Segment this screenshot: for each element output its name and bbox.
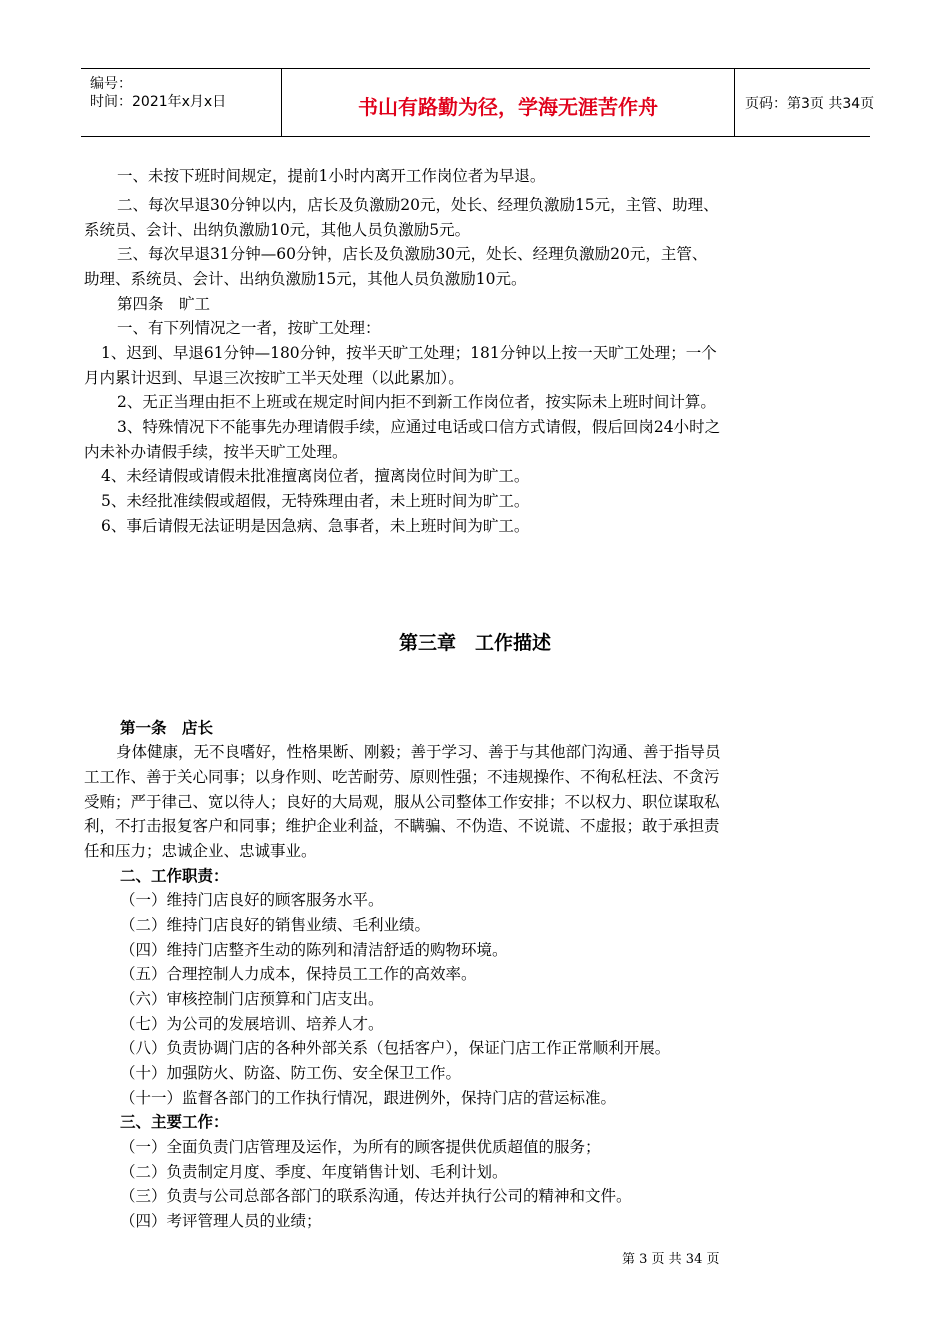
tasks-heading: 三、主要工作： <box>120 1113 229 1131</box>
duty-item: （一）维持门店良好的顾客服务水平。 <box>120 891 384 909</box>
manager-description-line: 工工作、善于关心同事；以身作则、吃苦耐劳、原则性强；不违规操作、不徇私枉法、不贪污 <box>84 768 720 786</box>
duties-heading: 二、工作职责： <box>120 867 229 885</box>
paragraph-line: 三、每次早退31分钟—60分钟，店长及负激励30元，处长、经理负激励20元，主管、 <box>117 245 708 263</box>
task-item: （一）全面负责门店管理及运作，为所有的顾客提供优质超值的服务； <box>120 1138 601 1156</box>
manager-description-line: 身体健康，无不良嗜好，性格果断、刚毅；善于学习、善于与其他部门沟通、善于指导员 <box>116 743 721 761</box>
header-meta-cell <box>81 69 282 136</box>
paragraph-line: 2、无正当理由拒不上班或在规定时间内拒不到新工作岗位者，按实际未上班时间计算。 <box>117 393 716 411</box>
duty-item: （五）合理控制人力成本，保持员工工作的高效率。 <box>120 965 477 983</box>
duty-item: （七）为公司的发展培训、培养人才。 <box>120 1015 384 1033</box>
duty-item: （四）维持门店整齐生动的陈列和清洁舒适的购物环境。 <box>120 941 508 959</box>
document-date-label: 时间：2021年x月x日 <box>90 94 227 110</box>
page-header <box>81 68 875 137</box>
header-motto-cell <box>282 69 735 136</box>
paragraph-line: 二、每次早退30分钟以内，店长及负激励20元，处长、经理负激励15元，主管、助理、 <box>117 196 719 214</box>
manager-heading: 第一条 店长 <box>120 719 214 737</box>
paragraph-line: 一、有下列情况之一者，按旷工处理： <box>117 319 381 337</box>
duty-item: （十一）监督各部门的工作执行情况，跟进例外，保持门店的营运标准。 <box>120 1089 617 1107</box>
paragraph-line: 3、特殊情况下不能事先办理请假手续，应通过电话或口信方式请假，假后回岗24小时之 <box>117 418 721 436</box>
paragraph-line: 4、未经请假或请假未批准擅离岗位者，擅离岗位时间为旷工。 <box>101 467 530 485</box>
duty-item: （八）负责协调门店的各种外部关系（包括客户），保证门店工作正常顺利开展。 <box>120 1039 671 1057</box>
duty-item: （十）加强防火、防盗、防工伤、安全保卫工作。 <box>120 1064 462 1082</box>
paragraph-line: 月内累计迟到、早退三次按旷工半天处理（以此累加）。 <box>84 369 464 387</box>
paragraph-line: 内未补办请假手续，按半天旷工处理。 <box>84 443 348 461</box>
page-footer: 第 3 页 共 34 页 <box>622 1252 720 1267</box>
document-number-label: 编号： <box>90 76 132 92</box>
manager-description-line: 受贿；严于律己、宽以待人；良好的大局观，服从公司整体工作安排；不以权力、职位谋取私 <box>84 793 720 811</box>
header-page-cell <box>735 69 875 136</box>
paragraph-line: 一、未按下班时间规定，提前1小时内离开工作岗位者为早退。 <box>117 167 546 185</box>
task-item: （二）负责制定月度、季度、年度销售计划、毛利计划。 <box>120 1163 508 1181</box>
chapter-title: 第三章 工作描述 <box>398 632 551 654</box>
header-motto: 书山有路勤为径，学海无涯苦作舟 <box>358 95 658 119</box>
section-heading-absenteeism: 第四条 旷工 <box>117 295 211 313</box>
task-item: （四）考评管理人员的业绩； <box>120 1212 322 1230</box>
manager-description-line: 利，不打击报复客户和同事；维护企业利益，不瞒骗、不伪造、不说谎、不虚报；敢于承担责 <box>84 817 720 835</box>
task-item: （三）负责与公司总部各部门的联系沟通，传达并执行公司的精神和文件。 <box>120 1187 632 1205</box>
paragraph-line: 5、未经批准续假或超假，无特殊理由者，未上班时间为旷工。 <box>101 492 530 510</box>
paragraph-line: 助理、系统员、会计、出纳负激励15元，其他人员负激励10元。 <box>84 270 527 288</box>
duty-item: （二）维持门店良好的销售业绩、毛利业绩。 <box>120 916 431 934</box>
manager-description-line: 任和压力；忠诚企业、忠诚事业。 <box>84 842 317 860</box>
header-page-number: 页码：第3页 共34页 <box>745 96 875 112</box>
paragraph-line: 6、事后请假无法证明是因急病、急事者，未上班时间为旷工。 <box>101 517 530 535</box>
paragraph-line: 系统员、会计、出纳负激励10元，其他人员负激励5元。 <box>84 221 471 239</box>
paragraph-line: 1、迟到、早退61分钟—180分钟，按半天旷工处理；181分钟以上按一天旷工处理；一个 <box>101 344 717 362</box>
duty-item: （六）审核控制门店预算和门店支出。 <box>120 990 384 1008</box>
